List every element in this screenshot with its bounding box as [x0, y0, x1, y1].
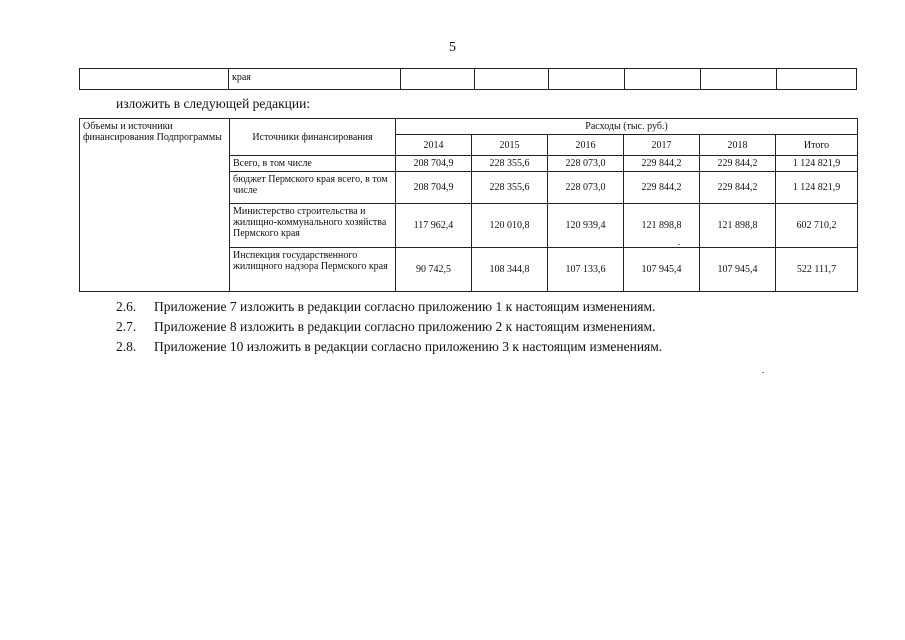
- table-cell: [549, 69, 625, 90]
- value-cell: 228 073,0: [548, 172, 624, 204]
- year-header: 2015: [472, 135, 548, 156]
- page-number: 5: [449, 40, 456, 55]
- item-number: 2.6.: [116, 299, 137, 314]
- value-cell: 107 945,4: [624, 248, 700, 292]
- value-cell: 229 844,2: [624, 172, 700, 204]
- year-header: 2017: [624, 135, 700, 156]
- value-cell: 107 133,6: [548, 248, 624, 292]
- sources-header: Источники финансирования: [230, 119, 396, 156]
- value-cell: 1 124 821,9: [776, 156, 858, 172]
- item-text: Приложение 10 изложить в редакции согласно приложению 3 к настоящим изменениям.: [154, 339, 663, 354]
- table-cell: [475, 69, 549, 90]
- value-cell: 229 844,2: [700, 156, 776, 172]
- value-cell: 229 844,2: [700, 172, 776, 204]
- value-cell: 117 962,4: [396, 204, 472, 248]
- source-cell: Инспекция государственного жилищного надзора Пермского края: [230, 248, 396, 292]
- intro-text: изложить в следующей редакции:: [116, 96, 311, 111]
- source-cell: Всего, в том числе: [230, 156, 396, 172]
- total-header: Итого: [776, 135, 858, 156]
- item-text: Приложение 8 изложить в редакции согласно приложению 2 к настоящим изменениям.: [154, 319, 656, 334]
- previous-table-fragment: [79, 68, 857, 90]
- value-cell: 121 898,8: [700, 204, 776, 248]
- value-cell: 90 742,5: [396, 248, 472, 292]
- value-cell: 120 939,4: [548, 204, 624, 248]
- table-cell: края: [229, 69, 401, 90]
- value-cell: 228 355,6: [472, 172, 548, 204]
- value-cell: 107 945,4: [700, 248, 776, 292]
- item-number: 2.7.: [116, 319, 137, 334]
- row-header-cell: Объемы и источники финансирования Подпрограммы: [80, 119, 230, 292]
- item-text: Приложение 7 изложить в редакции согласно приложению 1 к настоящим изменениям.: [154, 299, 656, 314]
- table-cell: [701, 69, 777, 90]
- expenses-header: Расходы (тыс. руб.): [396, 119, 858, 135]
- value-cell: 108 344,8: [472, 248, 548, 292]
- value-cell: 229 844,2: [624, 156, 700, 172]
- value-cell: 602 710,2: [776, 204, 858, 248]
- year-header: 2018: [700, 135, 776, 156]
- value-cell: 208 704,9: [396, 156, 472, 172]
- value-cell: 228 073,0: [548, 156, 624, 172]
- value-cell: 1 124 821,9: [776, 172, 858, 204]
- source-cell: Министерство строительства и жилищно-коммунального хозяйства Пермского края: [230, 204, 396, 248]
- value-cell: 522 111,7: [776, 248, 858, 292]
- table-row: [80, 69, 857, 90]
- table-cell: [625, 69, 701, 90]
- table-cell: [777, 69, 857, 90]
- scan-speck: [678, 244, 680, 245]
- value-cell: 208 704,9: [396, 172, 472, 204]
- scan-speck: [762, 372, 764, 373]
- list-item: [116, 319, 655, 335]
- list-item: [116, 339, 662, 355]
- value-cell: 120 010,8: [472, 204, 548, 248]
- list-item: [116, 299, 655, 315]
- item-number: 2.8.: [116, 339, 137, 354]
- table-header-row: [80, 119, 858, 135]
- financing-table: [79, 118, 858, 292]
- table-cell: [80, 69, 229, 90]
- source-cell: бюджет Пермского края всего, в том числе: [230, 172, 396, 204]
- table-cell: [401, 69, 475, 90]
- value-cell: 121 898,8: [624, 204, 700, 248]
- year-header: 2014: [396, 135, 472, 156]
- year-header: 2016: [548, 135, 624, 156]
- value-cell: 228 355,6: [472, 156, 548, 172]
